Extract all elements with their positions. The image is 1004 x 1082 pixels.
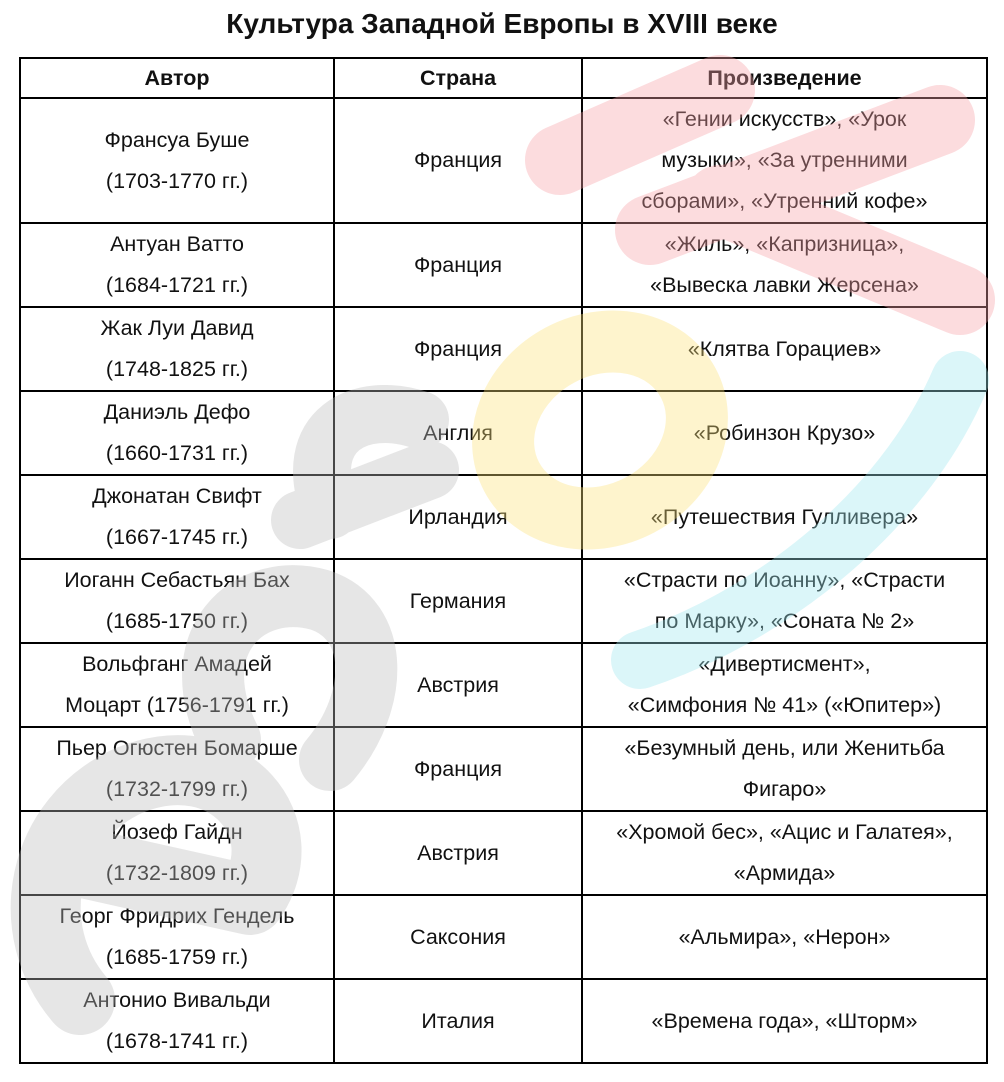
table-row: [20, 895, 987, 979]
table-header-row: [20, 58, 987, 98]
country-cell: Франция: [334, 307, 582, 391]
table-row: [20, 391, 987, 475]
country-cell: Франция: [334, 98, 582, 223]
header-country: Страна: [334, 58, 582, 98]
country-cell: Франция: [334, 223, 582, 307]
culture-table: [19, 57, 988, 1064]
country-cell: Австрия: [334, 643, 582, 727]
author-cell: Франсуа Буше (1703-1770 гг.): [20, 98, 334, 223]
header-work: Произведение: [582, 58, 987, 98]
country-cell: Саксония: [334, 895, 582, 979]
work-cell: «Страсти по Иоанну», «Страсти по Марку», «Соната № 2»: [582, 559, 987, 643]
work-cell: «Дивертисмент», «Симфония № 41» («Юпитер»): [582, 643, 987, 727]
page-title: Культура Западной Европы в XVIII веке: [226, 8, 778, 39]
table-row: [20, 223, 987, 307]
author-cell: Вольфганг Амадей Моцарт (1756-1791 гг.): [20, 643, 334, 727]
table-row: [20, 475, 987, 559]
work-cell: «Хромой бес», «Ацис и Галатея», «Армида»: [582, 811, 987, 895]
work-cell: «Робинзон Крузо»: [582, 391, 987, 475]
table-row: [20, 979, 987, 1063]
country-cell: Италия: [334, 979, 582, 1063]
work-cell: «Альмира», «Нерон»: [582, 895, 987, 979]
table-row: [20, 727, 987, 811]
table-row: [20, 98, 987, 223]
work-cell: «Жиль», «Капризница», «Вывеска лавки Жерсена»: [582, 223, 987, 307]
country-cell: Ирландия: [334, 475, 582, 559]
country-cell: Англия: [334, 391, 582, 475]
author-cell: Иоганн Себастьян Бах (1685-1750 гг.): [20, 559, 334, 643]
author-cell: Джонатан Свифт (1667-1745 гг.): [20, 475, 334, 559]
work-cell: «Гении искусств», «Урок музыки», «За утренними сборами», «Утренний кофе»: [582, 98, 987, 223]
table-row: [20, 559, 987, 643]
header-author: Автор: [20, 58, 334, 98]
author-cell: Даниэль Дефо (1660-1731 гг.): [20, 391, 334, 475]
work-cell: «Путешествия Гулливера»: [582, 475, 987, 559]
table-row: [20, 307, 987, 391]
country-cell: Австрия: [334, 811, 582, 895]
country-cell: Германия: [334, 559, 582, 643]
author-cell: Антуан Ватто (1684-1721 гг.): [20, 223, 334, 307]
table-row: [20, 643, 987, 727]
work-cell: «Времена года», «Шторм»: [582, 979, 987, 1063]
author-cell: Пьер Огюстен Бомарше (1732-1799 гг.): [20, 727, 334, 811]
author-cell: Жак Луи Давид (1748-1825 гг.): [20, 307, 334, 391]
author-cell: Йозеф Гайдн (1732-1809 гг.): [20, 811, 334, 895]
author-cell: Георг Фридрих Гендель (1685-1759 гг.): [20, 895, 334, 979]
work-cell: «Клятва Горациев»: [582, 307, 987, 391]
author-cell: Антонио Вивальди (1678-1741 гг.): [20, 979, 334, 1063]
country-cell: Франция: [334, 727, 582, 811]
table-row: [20, 811, 987, 895]
work-cell: «Безумный день, или Женитьба Фигаро»: [582, 727, 987, 811]
